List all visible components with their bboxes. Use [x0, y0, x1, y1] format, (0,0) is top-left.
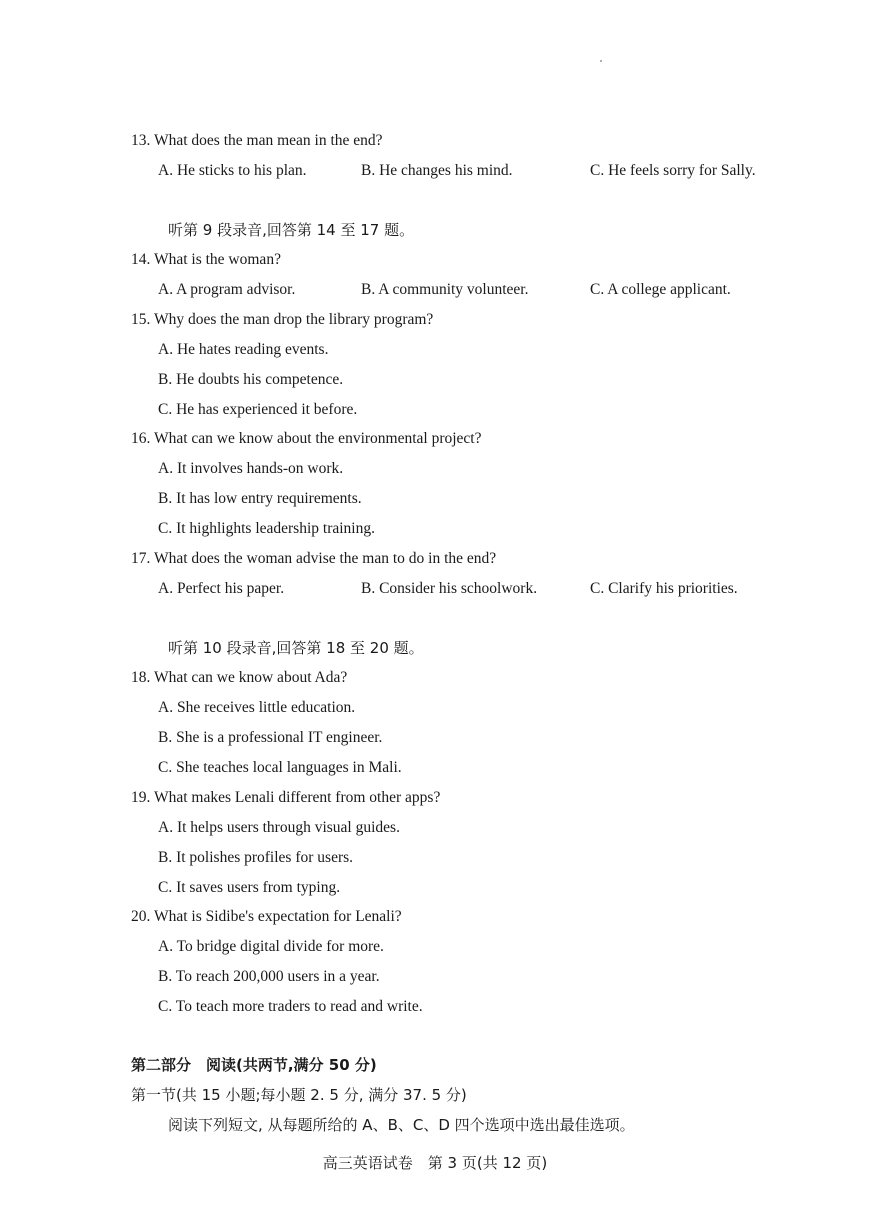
question-16-option-c: C. It highlights leadership training.: [158, 520, 375, 537]
question-20-option-c: C. To teach more traders to read and write.: [158, 998, 423, 1015]
question-15-option-c: C. He has experienced it before.: [158, 401, 358, 418]
question-13-option-c: C. He feels sorry for Sally.: [590, 162, 756, 179]
section-1-heading: 第一节(共 15 小题;每小题 2. 5 分, 满分 37. 5 分): [131, 1086, 467, 1104]
question-17-option-a: A. Perfect his paper.: [158, 580, 285, 597]
scan-speck: [600, 60, 602, 62]
question-15-stem: 15. Why does the man drop the library program?: [131, 311, 434, 328]
question-13-option-a: A. He sticks to his plan.: [158, 162, 307, 179]
question-16-stem: 16. What can we know about the environmental project?: [131, 430, 482, 447]
part-2-heading: 第二部分 阅读(共两节,满分 50 分): [131, 1056, 377, 1074]
question-17-option-b: B. Consider his schoolwork.: [361, 580, 538, 597]
question-19-option-c: C. It saves users from typing.: [158, 879, 341, 896]
passage-10-instruction: 听第 10 段录音,回答第 18 至 20 题。: [168, 639, 424, 657]
question-14-option-b: B. A community volunteer.: [361, 281, 529, 298]
question-18-stem: 18. What can we know about Ada?: [131, 669, 348, 686]
reading-directions: 阅读下列短文, 从每题所给的 A、B、C、D 四个选项中选出最佳选项。: [168, 1116, 635, 1134]
question-20-option-a: A. To bridge digital divide for more.: [158, 938, 384, 955]
question-16-option-a: A. It involves hands-on work.: [158, 460, 344, 477]
question-17-stem: 17. What does the woman advise the man to do in the end?: [131, 550, 497, 567]
question-14-option-c: C. A college applicant.: [590, 281, 731, 298]
question-20-option-b: B. To reach 200,000 users in a year.: [158, 968, 380, 985]
question-18-option-c: C. She teaches local languages in Mali.: [158, 759, 402, 776]
question-15-option-b: B. He doubts his competence.: [158, 371, 344, 388]
passage-9-instruction: 听第 9 段录音,回答第 14 至 17 题。: [168, 221, 415, 239]
question-18-option-b: B. She is a professional IT engineer.: [158, 729, 383, 746]
question-16-option-b: B. It has low entry requirements.: [158, 490, 362, 507]
question-13-stem: 13. What does the man mean in the end?: [131, 132, 383, 149]
question-19-option-a: A. It helps users through visual guides.: [158, 819, 400, 836]
question-14-stem: 14. What is the woman?: [131, 251, 281, 268]
page-footer: 高三英语试卷 第 3 页(共 12 页): [322, 1154, 548, 1172]
question-14-option-a: A. A program advisor.: [158, 281, 296, 298]
question-19-stem: 19. What makes Lenali different from other apps?: [131, 789, 441, 806]
question-17-option-c: C. Clarify his priorities.: [590, 580, 738, 597]
question-15-option-a: A. He hates reading events.: [158, 341, 329, 358]
question-20-stem: 20. What is Sidibe's expectation for Lenali?: [131, 908, 402, 925]
question-19-option-b: B. It polishes profiles for users.: [158, 849, 354, 866]
question-18-option-a: A. She receives little education.: [158, 699, 356, 716]
question-13-option-b: B. He changes his mind.: [361, 162, 513, 179]
